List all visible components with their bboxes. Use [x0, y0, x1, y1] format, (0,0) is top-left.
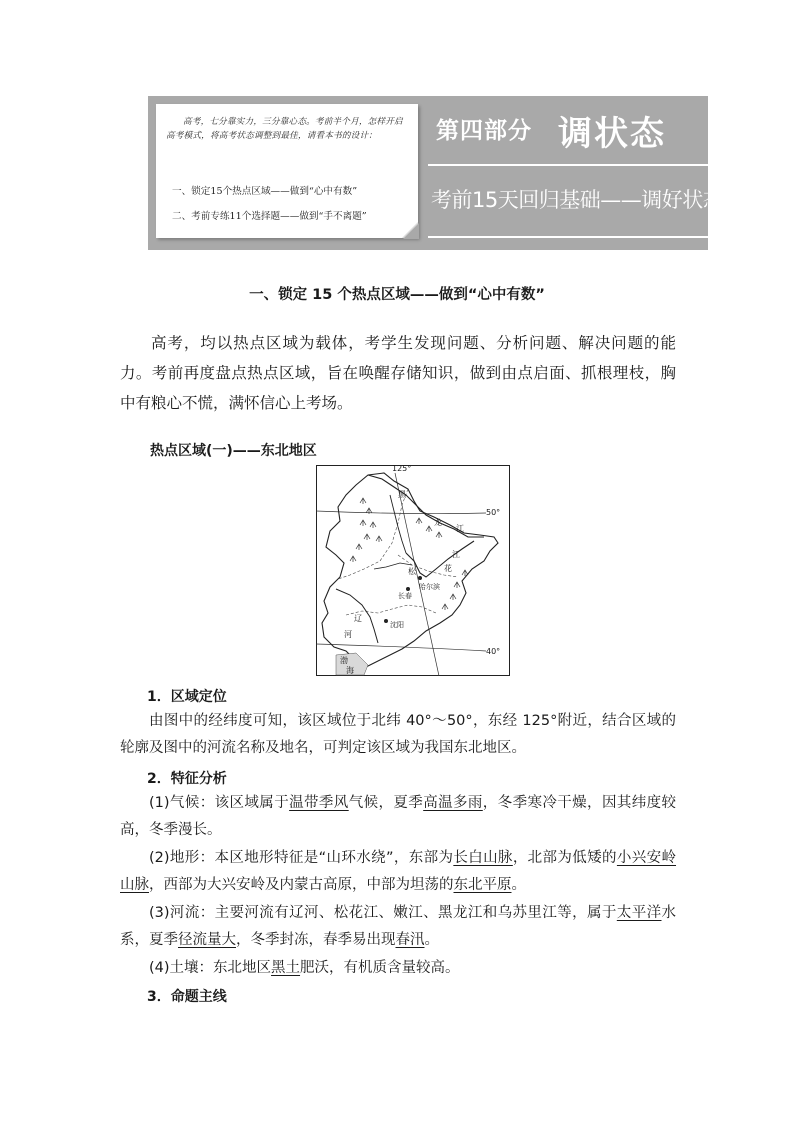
- river-label-char: 龙: [434, 518, 442, 527]
- banner-menu-item-1: 一、锁定15个热点区域——做到“心中有数”: [172, 186, 358, 197]
- paragraph-soil: (4)土壤：东北地区黑土肥沃，有机质含量较高。: [149, 960, 460, 976]
- key-term: 长白山脉: [453, 850, 513, 866]
- city-label-shenyang: 沈阳: [390, 621, 404, 629]
- hotspot-title: 热点区域(一)——东北地区: [150, 443, 317, 459]
- key-term: 太平洋: [616, 905, 662, 921]
- sea-label-char: 海: [346, 666, 354, 675]
- river-label-char: 花: [444, 564, 452, 573]
- banner-subtitle: 考前15天回归基础——调好状态: [431, 188, 724, 212]
- northeast-china-map: [316, 465, 510, 676]
- sea-label-char: 渤: [340, 656, 348, 665]
- banner-divider-bottom: [428, 236, 708, 238]
- part-label: 第四部分: [436, 118, 532, 144]
- river-label-char: 松: [408, 567, 416, 576]
- banner-intro-panel: [156, 104, 418, 238]
- latitude-label-40: 40°: [486, 647, 501, 656]
- river-label-char: 江: [456, 524, 464, 533]
- paragraph-rivers: (3)河流：主要河流有辽河、松花江、嫩江、黑龙江和乌苏里江等，属于太平洋水系，夏季径流量大，冬季封冻，春季易出现春汛。: [120, 905, 676, 948]
- banner-menu-item-2: 二、考前专练11个选择题——做到“手不离题”: [172, 211, 367, 222]
- river-label-char: 黑: [398, 490, 406, 499]
- city-dot-shenyang: [384, 619, 388, 623]
- key-term: 高温多雨: [423, 795, 483, 811]
- paragraph-terrain: (2)地形：本区地形特征是“山环水绕”，东部为长白山脉，北部为低矮的小兴安岭山脉，西部为大兴安岭及内蒙古高原，中部为坦荡的东北平原。: [120, 850, 677, 893]
- river-label-char: 辽: [354, 614, 362, 623]
- heading-proposition-mainline: 3．命题主线: [147, 989, 227, 1005]
- key-term: 黑土: [271, 960, 301, 976]
- part-banner: [148, 96, 724, 250]
- key-term: 东北平原: [453, 877, 512, 893]
- key-term: 春汛: [395, 932, 425, 948]
- banner-intro-text: 高考，七分靠实力，三分靠心态。考前半个月，怎样开启高考模式，将高考状态调整到最佳，请看本书的设计：: [166, 117, 403, 141]
- city-dot-harbin: [418, 576, 422, 580]
- banner-divider-top: [428, 164, 708, 166]
- part-title: 调状态: [558, 114, 666, 154]
- heading-feature-analysis: 2．特征分析: [147, 771, 227, 787]
- key-term: 小兴安岭山脉: [120, 850, 677, 893]
- heading-region-location: 1．区域定位: [147, 689, 227, 705]
- paragraph-climate: (1)气候：该区域属于温带季风气候，夏季高温多雨，冬季寒冷干燥，因其纬度较高，冬季漫长。: [120, 795, 677, 838]
- city-dot-changchun: [406, 587, 410, 591]
- river-label-char: 江: [452, 550, 460, 559]
- page-curl-decoration: [402, 222, 418, 238]
- paragraph-region-location: 由图中的经纬度可知，该区域位于北纬 40°～50°，东经 125°附近，结合区域的轮廓及图中的河流名称及地名，可判定该区域为我国东北地区。: [120, 713, 676, 756]
- intro-paragraph: 高考，均以热点区域为载体，考学生发现问题、分析问题、解决问题的能力。考前再度盘点热点区域，旨在唤醒存储知识，做到由点启面、抓根理枝，胸中有粮心不慌，满怀信心上考场。: [120, 334, 676, 412]
- key-term: 温带季风: [289, 795, 349, 811]
- river-label-char: 河: [344, 630, 352, 639]
- section-title: 一、锁定 15 个热点区域——做到“心中有数”: [249, 287, 545, 303]
- latitude-label-50: 50°: [486, 508, 501, 517]
- city-label-changchun: 长春: [398, 592, 412, 600]
- key-term: 径流量大: [178, 932, 236, 948]
- city-label-harbin: 哈尔滨: [419, 583, 440, 591]
- longitude-label: 125°: [392, 465, 412, 473]
